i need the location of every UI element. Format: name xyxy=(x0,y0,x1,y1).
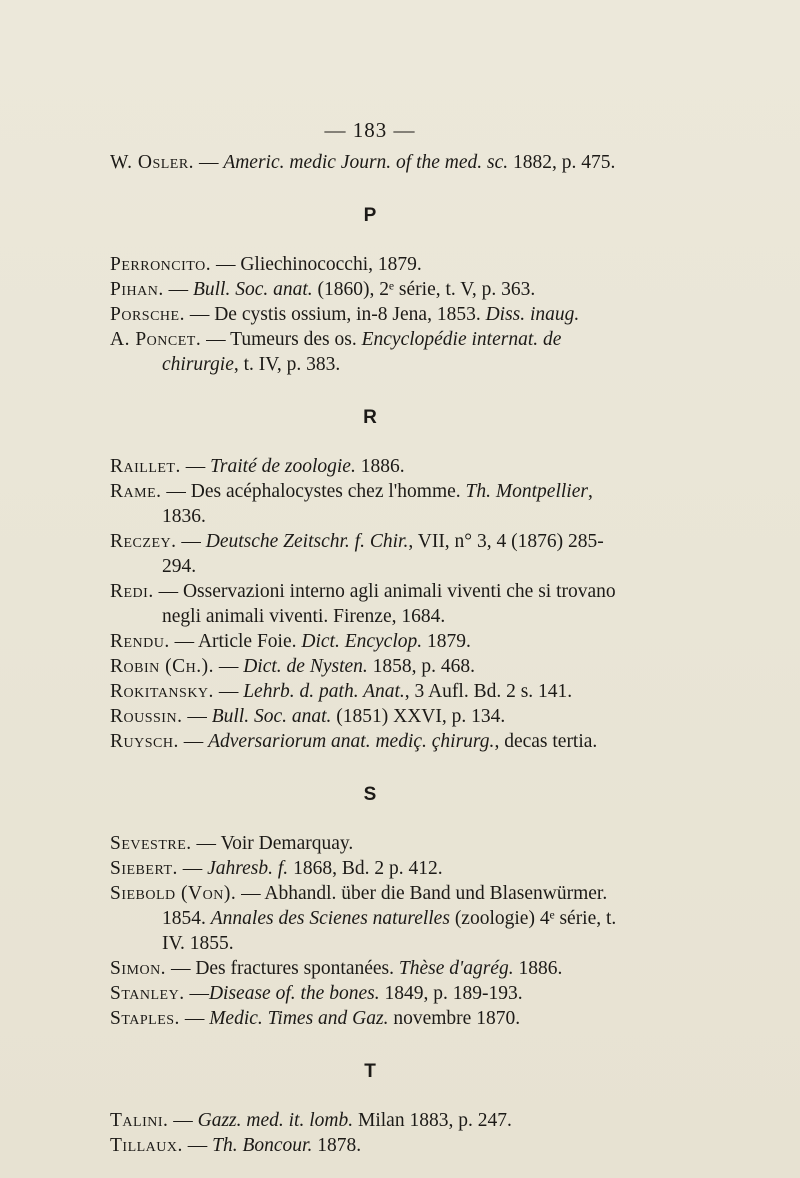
entry-text: novembre 1870. xyxy=(388,1008,521,1029)
entry-text: 1879. xyxy=(422,631,471,652)
entry-text: — xyxy=(179,1008,210,1029)
entry-text: — xyxy=(182,706,212,727)
entry-author: Roussin. xyxy=(110,706,183,727)
entry-text: 1868, Bd. 2 p. 412. xyxy=(288,858,443,879)
entry-title: Diss. inaug. xyxy=(485,304,580,325)
bibliography-entry xyxy=(110,277,630,302)
page-number: — 183 — xyxy=(324,118,416,142)
entry-text: (1860), 2ᵉ série, t. V, p. 363. xyxy=(312,279,536,300)
entry-title: Disease of. the bones. xyxy=(208,983,380,1004)
entry-author: Tillaux. xyxy=(110,1135,183,1156)
entry-title: Th. Montpellier xyxy=(465,481,588,502)
entry-author: Ruysch. xyxy=(110,731,179,752)
entry-title: Bull. Soc. anat. xyxy=(192,279,313,300)
bibliography-entry xyxy=(110,579,630,629)
entry-text: 1849, p. 189-193. xyxy=(379,983,523,1004)
entry-title: Dict. Encyclop. xyxy=(301,631,423,652)
entry-text: (1851) XXVI, p. 134. xyxy=(331,706,506,727)
entry-text: 1882, p. 475. xyxy=(508,152,616,173)
entry-text: Milan 1883, p. 247. xyxy=(353,1110,512,1131)
entry-title: Bull. Soc. anat. xyxy=(211,706,332,727)
entry-author: Rendu. xyxy=(110,631,170,652)
entry-text: , t. IV, p. 383. xyxy=(233,354,341,375)
entry-title: Dict. de Nysten. xyxy=(243,656,368,677)
bibliography-entry xyxy=(110,327,630,377)
entry-title: Encyclopédie internat. de chirurgie xyxy=(162,329,562,375)
entry-text: — Osservazioni interno agli animali viventi che si trovano negli animali viventi. Firenze, 1684. xyxy=(153,581,616,627)
entry-title: Deutsche Zeitschr. f. Chir. xyxy=(205,531,409,552)
entry-author: Robin (Ch.). xyxy=(110,656,214,677)
entry-title: Thèse d'agrég. xyxy=(398,958,514,979)
bibliography-entry xyxy=(110,454,630,479)
entry-author: Porsche. xyxy=(110,304,185,325)
entry-title: Th. Boncour. xyxy=(212,1135,313,1156)
section-letter: T xyxy=(364,1061,376,1082)
entry-text: , decas tertia. xyxy=(494,731,598,752)
entry-title: Adversariorum anat. mediç. çhirurg. xyxy=(208,731,495,752)
entry-text: — xyxy=(168,1110,198,1131)
bibliography-entry xyxy=(110,150,630,175)
entry-text: , VII, n° 3, 4 (1876) 285-294. xyxy=(162,531,604,577)
entry-author: Rokitansky. xyxy=(110,681,214,702)
entry-text: — Abhandl. über die Band und Blasenwürmer. 1854. xyxy=(162,883,608,929)
bibliography-entry xyxy=(110,252,630,277)
entry-author: Staples. xyxy=(110,1008,180,1029)
entry-author: Pihan. xyxy=(110,279,164,300)
entry-text: 1886. xyxy=(513,958,563,979)
entry-text: 1886. xyxy=(355,456,405,477)
section-letter: P xyxy=(363,205,377,226)
entry-author: Redi. xyxy=(110,581,154,602)
entry-title: Annales des Scienes naturelles xyxy=(210,908,450,929)
entry-author: W. Osler. xyxy=(110,152,195,173)
entry-title: Gazz. med. it. lomb. xyxy=(197,1110,354,1131)
entry-author: Sevestre. xyxy=(110,833,192,854)
entry-text: — Gliechinococchi, 1879. xyxy=(211,254,422,275)
entry-text: — xyxy=(213,681,244,702)
entry-text: — Des fractures spontanées. xyxy=(166,958,399,979)
entry-author: Rame. xyxy=(110,481,162,502)
entry-title: Americ. medic Journ. of the med. sc. xyxy=(223,152,509,173)
section-letter: R xyxy=(363,407,377,428)
bibliography-entry xyxy=(110,1133,630,1158)
entry-author: Perroncito. xyxy=(110,254,212,275)
entry-author: Raillet. xyxy=(110,456,181,477)
entry-text: — xyxy=(177,858,208,879)
entry-text: — xyxy=(180,456,211,477)
entry-author: Stanley. xyxy=(110,983,185,1004)
entry-text: — xyxy=(184,983,209,1004)
bibliography-entry xyxy=(110,729,630,754)
entry-text: — xyxy=(182,1135,213,1156)
entry-text: — Tumeurs des os. xyxy=(201,329,362,350)
entry-text: — xyxy=(163,279,193,300)
entry-title: Traité de zoologie. xyxy=(210,456,356,477)
entry-text: — Des acéphalocystes chez l'homme. xyxy=(161,481,466,502)
bibliography-entry xyxy=(110,704,630,729)
entry-author: Siebert. xyxy=(110,858,178,879)
entry-text: — xyxy=(178,731,209,752)
section-letter: S xyxy=(363,784,377,805)
bibliography-entry xyxy=(110,1006,630,1031)
entry-text: — xyxy=(176,531,206,552)
entry-text: — De cystis ossium, in-8 Jena, 1853. xyxy=(184,304,486,325)
bibliography-list xyxy=(110,150,630,1158)
entry-title: Lehrb. d. path. Anat. xyxy=(243,681,405,702)
entry-author: Simon. xyxy=(110,958,167,979)
entry-text: , 3 Aufl. Bd. 2 s. 141. xyxy=(404,681,573,702)
entry-author: Siebold (Von). xyxy=(110,883,237,904)
bibliography-entry xyxy=(110,654,630,679)
entry-text: — Voir Demarquay. xyxy=(191,833,354,854)
entry-text: 1878. xyxy=(312,1135,362,1156)
bibliography-entry xyxy=(110,479,630,529)
entry-text: 1858, p. 468. xyxy=(367,656,476,677)
entry-text: — xyxy=(213,656,244,677)
entry-text: — xyxy=(194,152,224,173)
bibliography-entry xyxy=(110,831,630,856)
entry-title: Medic. Times and Gaz. xyxy=(209,1008,389,1029)
bibliography-entry xyxy=(110,956,630,981)
entry-author: A. Poncet. xyxy=(110,329,202,350)
bibliography-entry xyxy=(110,981,630,1006)
bibliography-entry xyxy=(110,881,630,956)
bibliography-entry xyxy=(110,629,630,654)
bibliography-entry xyxy=(110,302,630,327)
entry-author: Reczey. xyxy=(110,531,177,552)
bibliography-entry xyxy=(110,856,630,881)
bibliography-entry xyxy=(110,679,630,704)
entry-author: Talini. xyxy=(110,1110,169,1131)
bibliography-entry xyxy=(110,529,630,579)
entry-text: — Article Foie. xyxy=(169,631,302,652)
bibliography-entry xyxy=(110,1108,630,1133)
entry-text: , 1836. xyxy=(162,481,593,527)
entry-text: (zoologie) 4ᵉ série, t. IV. 1855. xyxy=(162,908,617,954)
entry-title: Jahresb. f. xyxy=(207,858,289,879)
